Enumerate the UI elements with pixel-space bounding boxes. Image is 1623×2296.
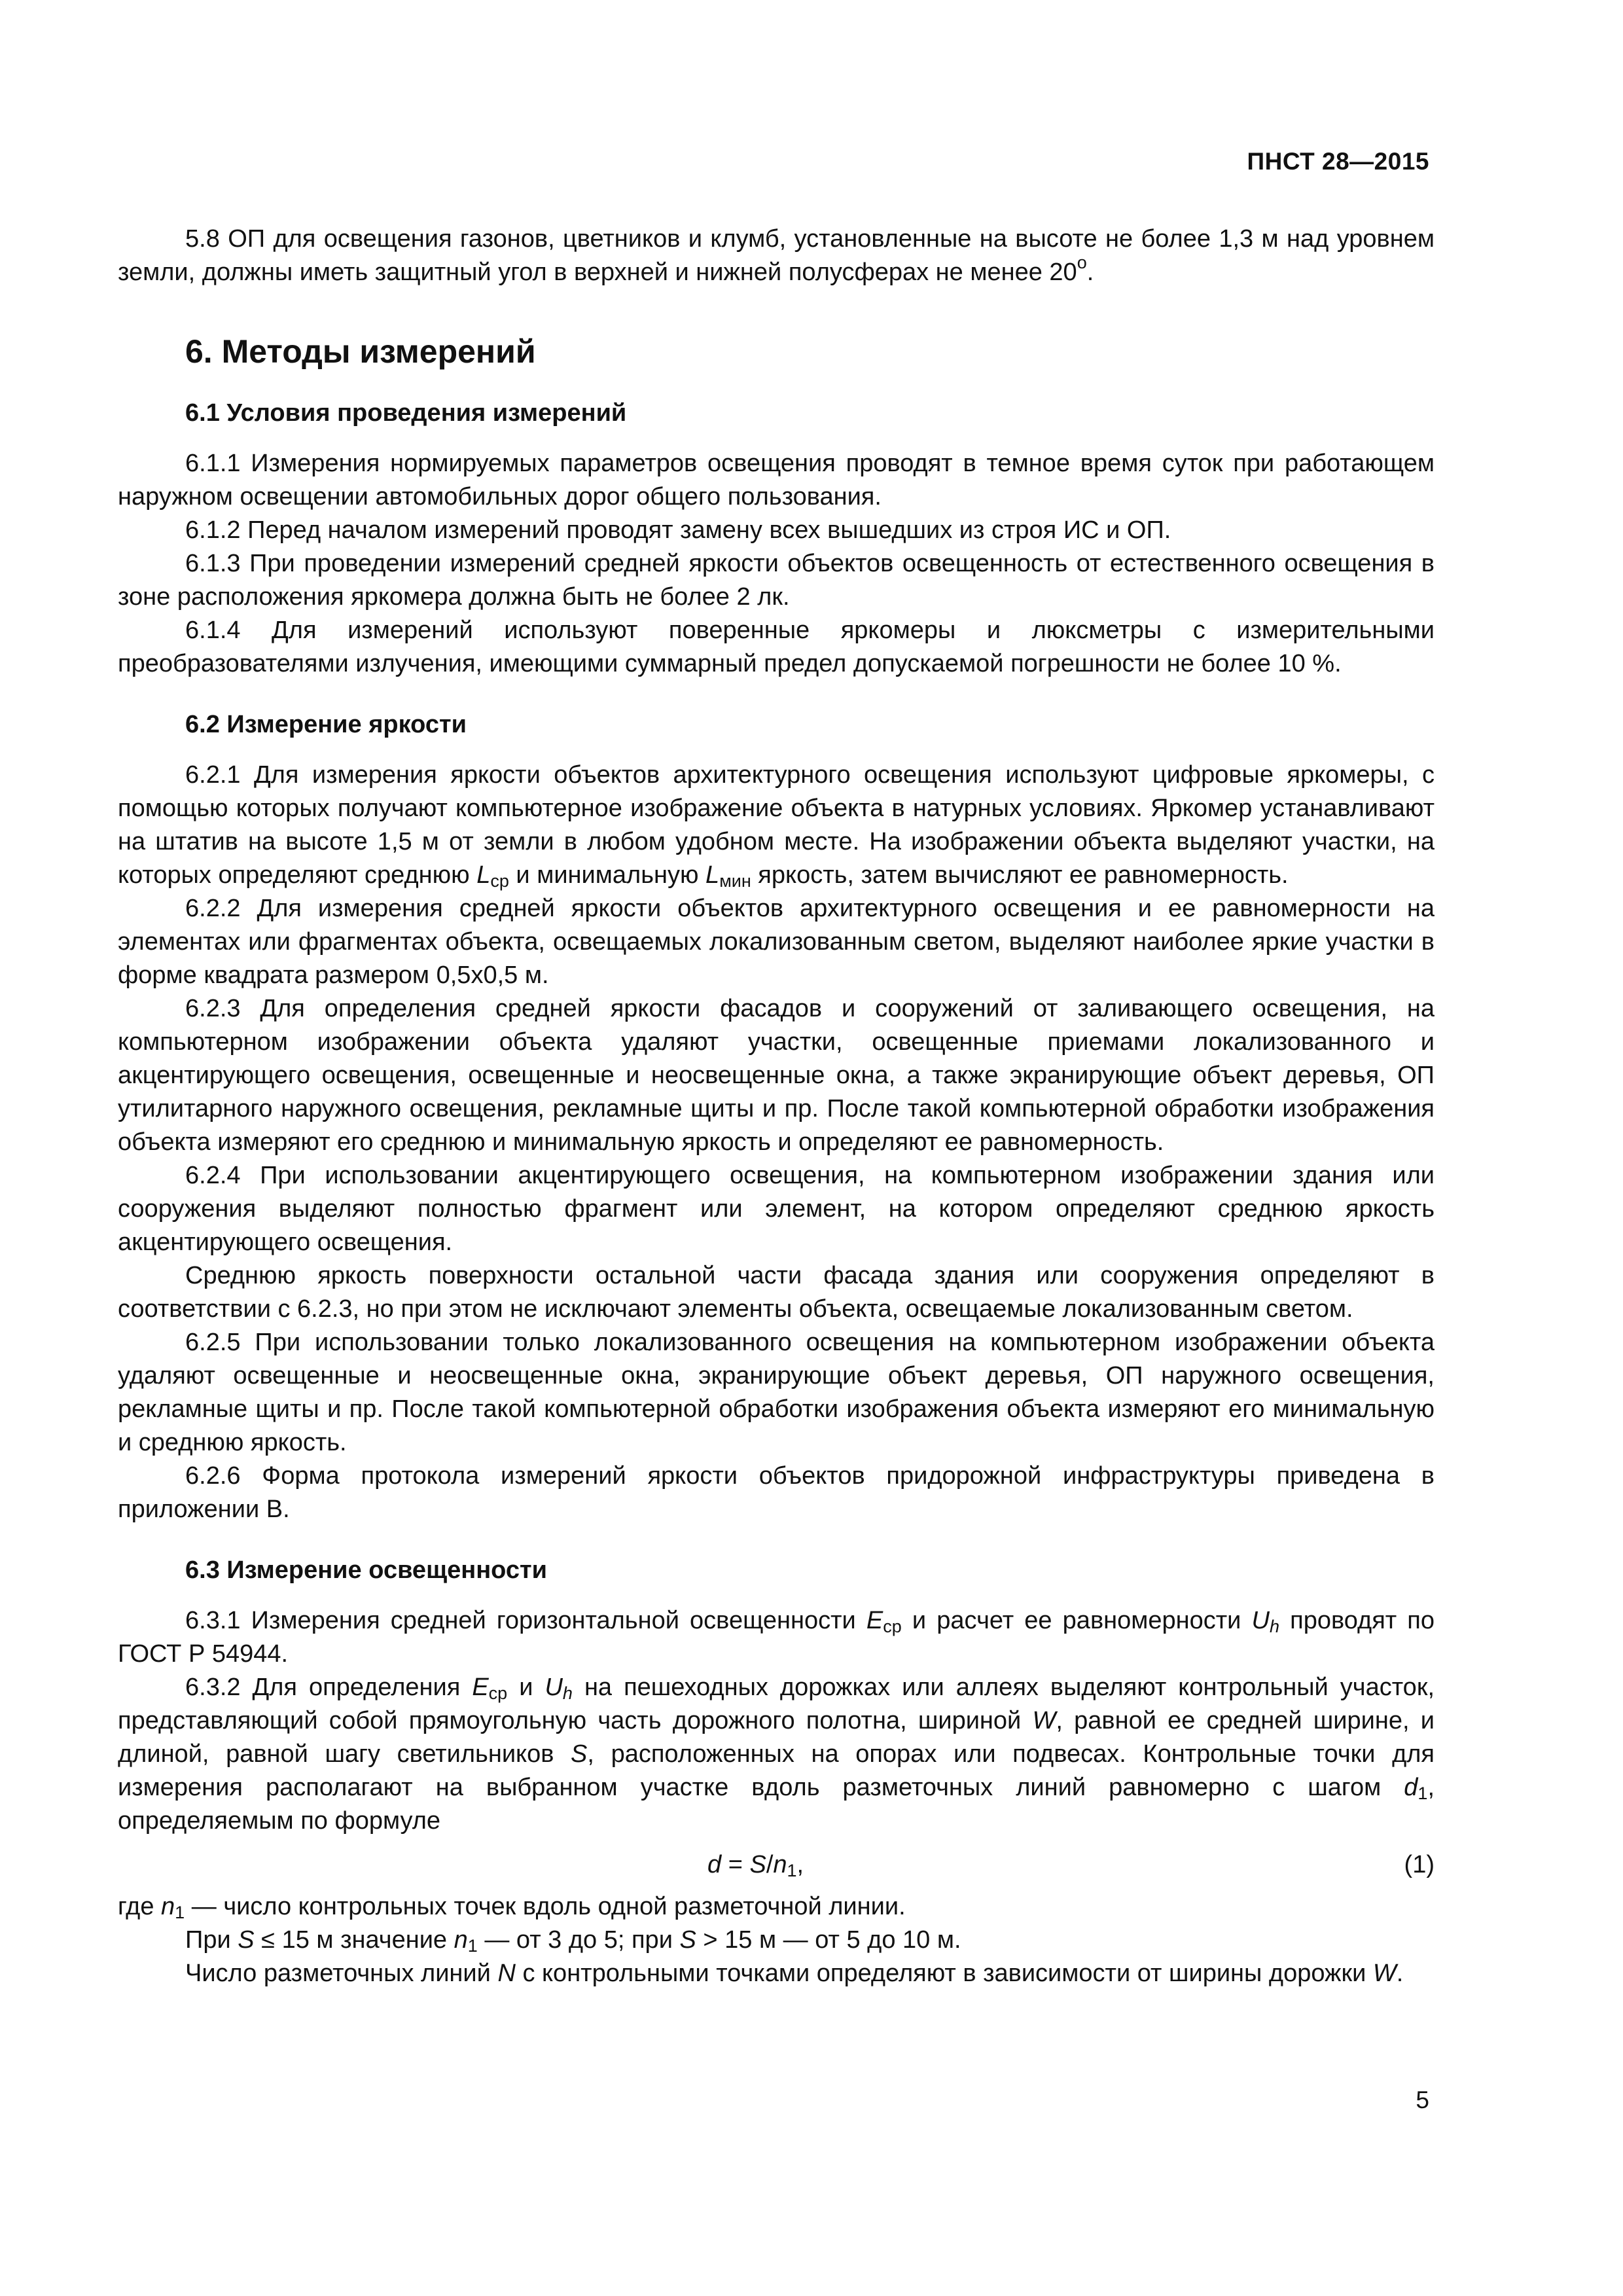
text-run: и минимальную (508, 861, 706, 889)
text-run: , определяемым по формуле (118, 1774, 1435, 1835)
text-run: , расположенных на опорах или подвесах. Контрольные точки для измерения располагают на выбранном участке вдоль разметочных линий равномерно с шагом (118, 1740, 1435, 1801)
symbol-S: S (749, 1851, 766, 1878)
paragraph-6-3-1 (118, 1604, 1435, 1671)
page-number: 5 (1416, 2087, 1429, 2113)
paragraph-text-end: . (1086, 259, 1094, 286)
text-run: — от 3 до 5; при (477, 1926, 680, 1954)
formula-where (118, 1890, 1435, 1924)
paragraph-6-2-2: 6.2.2 Для измерения средней яркости объектов архитектурного освещения и ее равномерности на элементах или фрагментах объекта, освещаемых локализованным светом, выделяют наиболее яркие участки в форме квадрата размером 0,5х0,5 м. (118, 895, 1435, 989)
paragraph-6-2-6: 6.2.6 Форма протокола измерений яркости объектов придорожной инфраструктуры приведена в приложении В. (118, 1462, 1435, 1523)
formula-equals: = (721, 1851, 750, 1878)
document-code: ПНСТ 28—2015 (1247, 148, 1429, 175)
symbol-W: W (1032, 1707, 1056, 1734)
text-run: 6.3.2 Для определения (185, 1674, 473, 1701)
subsection-heading-6-1: 6.1 Условия проведения измерений (185, 399, 627, 427)
subscript: 1 (1418, 1784, 1428, 1803)
text-run: с контрольными точками определяют в зависимости от ширины дорожки (515, 1960, 1373, 1987)
text-run: — число контрольных точек вдоль одной разметочной линии. (185, 1893, 906, 1920)
symbol-L: L (476, 861, 491, 889)
symbol-S: S (679, 1926, 696, 1954)
subscript: ср (883, 1617, 902, 1636)
symbol-n: n (773, 1851, 787, 1878)
subscript: ср (490, 871, 509, 891)
subscript: 1 (175, 1903, 185, 1922)
text-run: на пешеходных дорожках или аллеях выделяют контрольный участок, представляющий собой прямоугольную часть дорожного полотна, шириной (118, 1674, 1435, 1734)
text-run: где (118, 1893, 162, 1920)
formula-slash: / (766, 1851, 774, 1878)
symbol-S: S (571, 1740, 588, 1768)
text-run: и (507, 1674, 545, 1701)
symbol-n: n (454, 1926, 468, 1954)
page-content (118, 223, 1435, 1990)
formula-comma: , (796, 1851, 804, 1878)
text-run: проводят по ГОСТ Р 54944. (118, 1607, 1435, 1668)
paragraph-5-8 (118, 223, 1435, 289)
symbol-n: n (161, 1893, 175, 1920)
subscript: мин (719, 871, 751, 891)
equation-number: (1) (1404, 1851, 1435, 1878)
text-run: яркость, затем вычисляют ее равномерность. (751, 861, 1289, 889)
subsection-heading-6-2: 6.2 Измерение яркости (185, 711, 467, 738)
text-run: > 15 м — от 5 до 10 м. (696, 1926, 961, 1954)
symbol-d: d (1404, 1774, 1418, 1801)
symbol-L: L (705, 861, 720, 889)
subscript-h: h (562, 1683, 573, 1703)
paragraph-6-2-4-cont: Среднюю яркость поверхности остальной части фасада здания или сооружения определяют в соответствии с 6.2.3, но при этом не исключают элементы объекта, освещаемые локализованным светом. (118, 1262, 1435, 1323)
paragraph-6-1-3: 6.1.3 При проведении измерений средней яркости объектов освещенность от естественного освещения в зоне расположения яркомера должна быть не более 2 лк. (118, 550, 1435, 611)
paragraph-6-1-1: 6.1.1 Измерения нормируемых параметров освещения проводят в темное время суток при работающем наружном освещении автомобильных дорог общего пользования. (118, 450, 1435, 511)
paragraph-6-2-3: 6.2.3 Для определения средней яркости фасадов и сооружений от заливающего освещения, на компьютерном изображении объекта удаляют участки, освещенные приемами локализованного и акцентирующего освещения, освещенные и неосвещенные окна, а также экранирующие объект деревья, ОП утилитарного наружного освещения, рекламные щиты и пр. После такой компьютерной обработки изображения объекта измеряют его среднюю и минимальную яркость и определяют ее равномерность. (118, 995, 1435, 1156)
subscript: 1 (787, 1861, 797, 1880)
paragraph-lines (118, 1957, 1435, 1990)
symbol-W: W (1372, 1960, 1397, 1987)
text-run: При (185, 1926, 238, 1954)
text-run: ≤ 15 м значение (254, 1926, 454, 1954)
text-run: Число разметочных линий (185, 1960, 498, 1987)
text-run: , равной ее средней ширине, и длиной, равной шагу светильников (118, 1707, 1435, 1768)
symbol-N: N (497, 1960, 516, 1987)
paragraph-condition (118, 1924, 1435, 1957)
paragraph-6-3-2 (118, 1671, 1435, 1838)
text-run: и расчет ее равномерности (901, 1607, 1252, 1634)
subscript: ср (488, 1683, 508, 1703)
paragraph-6-1-2: 6.1.2 Перед началом измерений проводят замену всех вышедших из строя ИС и ОП. (185, 516, 1171, 544)
symbol-U: U (544, 1674, 563, 1701)
formula (707, 1848, 804, 1882)
text-run: . (1396, 1960, 1404, 1987)
symbol-S: S (238, 1926, 255, 1954)
text-run: 6.2.1 Для измерения яркости объектов архитектурного освещения используют цифровые яркомеры, с помощью которых получают компьютерное изображение объекта в натурных условиях. Яркомер устанавливают на штатив на высоте 1,5 м от земли в любом удобном месте. На изображении объекта выделяют участки, на которых определяют среднюю (118, 761, 1435, 889)
symbol-E: E (472, 1674, 489, 1701)
text-run: 6.3.1 Измерения средней горизонтальной освещенности (185, 1607, 866, 1634)
subsection-heading-6-3: 6.3 Измерение освещенности (185, 1556, 547, 1584)
subscript: 1 (467, 1936, 478, 1956)
paragraph-6-2-5: 6.2.5 При использовании только локализованного освещения на компьютерном изображении объекта удаляют освещенные и неосвещенные окна, экранирующие объект деревья, ОП наружного освещения, рекламные щиты и пр. После такой компьютерной обработки изображения объекта измеряют его минимальную и среднюю яркость. (118, 1329, 1435, 1456)
symbol-U: U (1251, 1607, 1270, 1634)
subscript-h: h (1269, 1617, 1279, 1636)
paragraph-6-1-4: 6.1.4 Для измерений используют поверенные яркомеры и люксметры с измерительными преобразователями излучения, имеющими суммарный предел допускаемой погрешности не более 10 %. (118, 617, 1435, 677)
section-heading: 6. Методы измерений (185, 333, 536, 370)
paragraph-6-2-4: 6.2.4 При использовании акцентирующего освещения, на компьютерном изображении здания или сооружения выделяют полностью фрагмент или элемент, на котором определяют среднюю яркость акцентирующего освещения. (118, 1162, 1435, 1256)
formula-row (118, 1844, 1435, 1888)
symbol-E: E (866, 1607, 883, 1634)
symbol-d: d (707, 1851, 722, 1878)
paragraph-6-2-1 (118, 759, 1435, 892)
paragraph-text: 5.8 ОП для освещения газонов, цветников и клумб, установленные на высоте не более 1,3 м над уровнем земли, должны иметь защитный угол в верхней и нижней полусферах не менее 20 (118, 225, 1435, 286)
degree-superscript: о (1077, 253, 1087, 272)
